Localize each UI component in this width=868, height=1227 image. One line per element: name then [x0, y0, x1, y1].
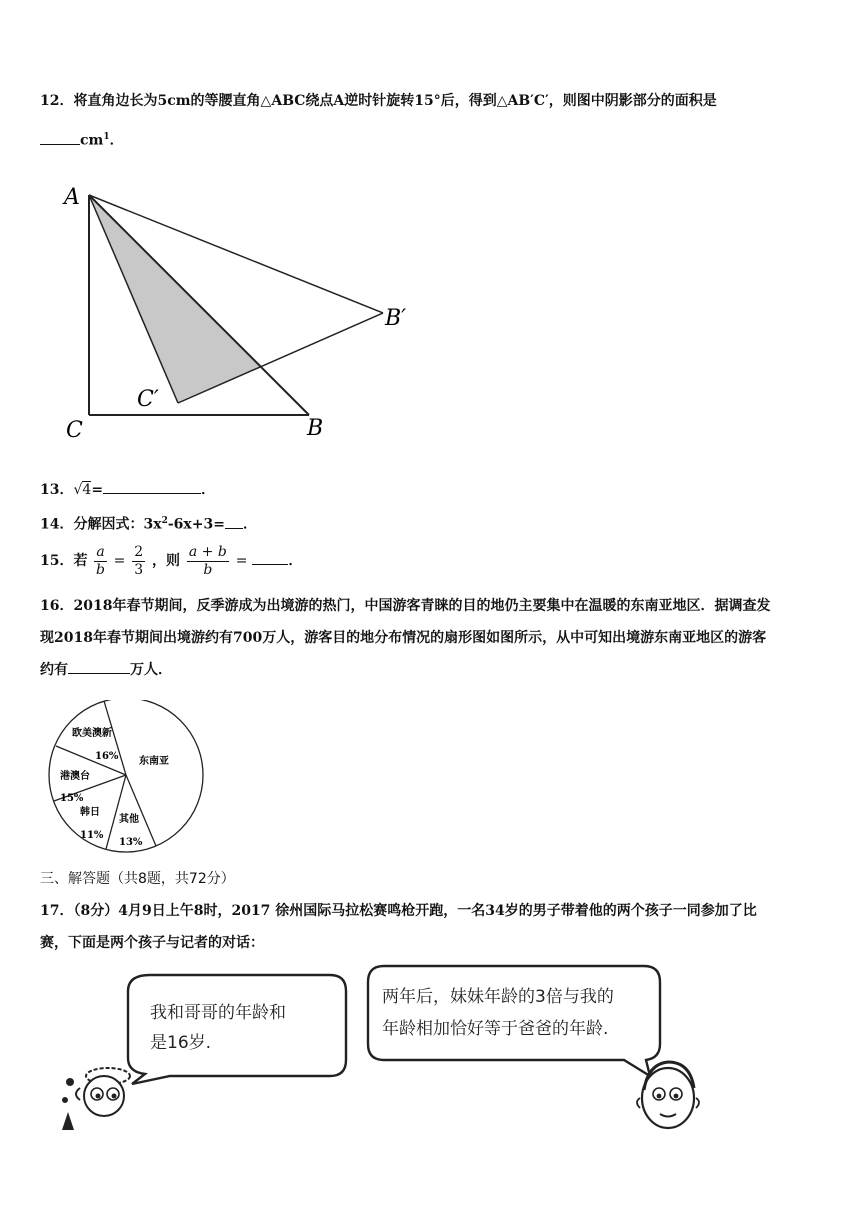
frac-2-over-3: $\frac{2}{3}$	[134, 543, 144, 578]
left-bubble-line1: 我和哥哥的年龄和	[150, 1003, 286, 1023]
q16-prefix: 约有	[40, 662, 68, 678]
q16-line2: 现2018年春节期间出境游约有700万人，游客目的地分布情况的扇形图如图所示，从中可知出境游东南亚地区的游客	[40, 630, 767, 646]
q13-prefix: 13．	[40, 482, 74, 498]
label-B: B	[307, 416, 324, 441]
q17-comic	[50, 960, 730, 1140]
q12-answer-line	[40, 127, 124, 151]
q15-mid: ，则	[152, 553, 180, 569]
q12-statement: 12．将直角边长为5cm的等腰直角△ABC绕点A逆时针旋转15°后，得到△AB′C′，则图中阴影部分的面积是	[40, 93, 717, 109]
q14-line	[40, 511, 257, 535]
q13-line	[40, 479, 215, 500]
q12-triangle-figure	[55, 170, 435, 455]
slice-label-japan-korea: 韩日	[80, 807, 100, 818]
q16-line1: 16．2018年春节期间，反季游成为出境游的热门，中国游客青睐的目的地仍主要集中在温暖的东南亚地区．据调查发	[40, 598, 771, 614]
label-C-prime: C′	[137, 387, 159, 412]
label-B-prime: B′	[385, 306, 407, 331]
q14-text: 14．分解因式：3x	[40, 516, 162, 533]
q17-line1: 17．（8分）4月9日上午8时，2017 徐州国际马拉松赛鸣枪开跑，一名34岁的男子带着他的两个孩子一同参加了比	[40, 903, 757, 919]
q16-answer-blank	[68, 659, 130, 674]
label-A: A	[64, 185, 80, 210]
slice-value-japan-korea: 11%	[80, 830, 104, 841]
q12-text	[40, 91, 717, 111]
q15-eq1: =	[113, 553, 126, 569]
q12-unit: cm	[80, 132, 104, 149]
section3-title: 三、解答题（共8题，共72分）	[40, 871, 235, 887]
q15-end: ．	[288, 553, 303, 569]
sqrt-sign: √	[73, 482, 83, 498]
q15-line	[40, 541, 302, 581]
q13-answer-blank	[103, 479, 201, 494]
q12-end: ．	[109, 132, 124, 149]
girl-figure-icon	[62, 1068, 130, 1130]
q13-end: ．	[201, 482, 216, 498]
q12-answer-blank	[40, 130, 80, 145]
q14-answer-blank	[225, 514, 243, 529]
frac-a-over-b: $\frac{a}{b}$	[96, 543, 106, 578]
q17-line2: 赛，下面是两个孩子与记者的对话：	[40, 935, 264, 951]
q15-answer-blank	[252, 550, 288, 565]
pie-chart	[45, 700, 205, 855]
label-C: C	[66, 418, 83, 443]
left-bubble-line2: 是16岁.	[150, 1033, 212, 1053]
frac-a-plus-b-over-b: $\frac{a + b}{b}$	[188, 543, 227, 578]
right-bubble-line1: 两年后，妹妹年龄的3倍与我的	[382, 987, 614, 1007]
q15-eq2: =	[235, 553, 248, 569]
slice-label-southeast-asia: 东南亚	[139, 756, 169, 767]
right-bubble-line2: 年龄相加恰好等于爸爸的年龄.	[382, 1019, 609, 1039]
q14-sup: 2	[161, 516, 168, 526]
q16-line3	[40, 659, 172, 680]
slice-label-hk-macau-tw: 港澳台	[60, 771, 90, 782]
q15-prefix: 15．若	[40, 553, 88, 569]
slice-value-hk-macau-tw: 15%	[60, 793, 84, 804]
left-speech-bubble	[128, 975, 346, 1084]
slice-value-other: 13%	[119, 837, 143, 848]
slice-value-europe-us: 16%	[95, 751, 119, 762]
q14-rest: -6x+3=	[167, 516, 225, 533]
q14-end: ．	[242, 516, 257, 533]
slice-label-europe-us: 欧美澳新	[72, 728, 112, 739]
slice-label-other: 其他	[119, 814, 139, 825]
q12-unit-sup: 1	[103, 132, 110, 142]
q16-suffix: 万人．	[130, 662, 172, 678]
q13-eq: =	[91, 482, 104, 498]
shaded-region	[89, 195, 262, 403]
q13-radicand: 4	[82, 482, 92, 498]
